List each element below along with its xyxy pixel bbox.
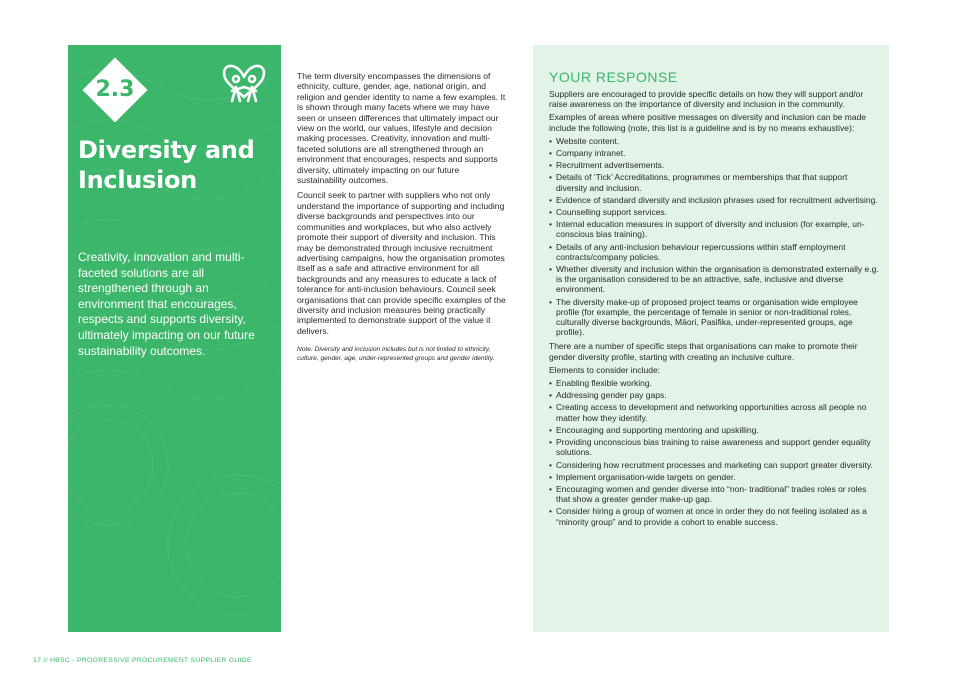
steps-intro: There are a number of specific steps that organisations can make to promote their gender diversity profile, starting with creating an inclusive culture. [549, 341, 858, 362]
document-title: HBSC - PROGRESSIVE PROCUREMENT SUPPLIER GUIDE [49, 657, 252, 664]
response-intro: Suppliers are encouraged to provide specific details on how they will support and/or raise awareness on the importance of diversity and inclusion in the community. [549, 89, 864, 110]
body-column [281, 45, 533, 632]
list-item: • Website content. [549, 136, 879, 146]
section-title-line-1: Diversity and [78, 136, 255, 164]
footer-separator: // [43, 657, 48, 664]
list-item: • Implement organisation-wide targets on gender. [549, 472, 879, 482]
elements-label: Elements to consider include: [549, 364, 661, 375]
list-item: • Considering how recruitment processes and marketing can support greater diversity. [549, 460, 879, 470]
list-item: • Consider hiring a group of women at once in order they do not feeling isolated as a “minority group” and to provide a cohort to enable success. [549, 506, 879, 526]
list-item: • Enabling flexible working. [549, 378, 879, 388]
list-item: • Encouraging women and gender diverse into “non- traditional” trades roles or roles that show a greater gender make-up gap. [549, 484, 879, 504]
list-item: • Recruitment advertisements. [549, 160, 879, 170]
list-item: • Creating access to development and networking opportunities across all people no matter how they identify. [549, 402, 879, 422]
response-panel [533, 45, 889, 632]
list-item: • Details of ‘Tick’ Accreditations, programmes or memberships that that support diversity and inclusion. [549, 172, 879, 192]
body-paragraph-1: The term diversity encompasses the dimensions of ethnicity, culture, gender, age, national origin, and religion and gender identity to name a few examples. It is shown through many facets where we may have seen or unseen differences that ultimately impact our view on the world, our values, lifestyle and decision making processes. Creativity, innovation and multi-faceted solutions are all strengthened through an environment that encourages, respects and supports diversity, ultimately impacting on our future sustainability outcomes. [297, 71, 506, 186]
list-item: • Providing unconscious bias training to raise awareness and support gender equality solutions. [549, 437, 879, 457]
list-item: • Whether diversity and inclusion within the organisation is demonstrated externally e.g. is the organisation considered to be an attractive, safe, inclusive and diverse environment. [549, 264, 879, 295]
list-item: • Internal education measures in support of diversity and inclusion (for example, un-conscious bias training). [549, 219, 879, 239]
elements-list [549, 378, 879, 527]
section-number: 2.3 [95, 77, 135, 102]
list-item: • Addressing gender pay gaps. [549, 390, 879, 400]
section-title-line-2: Inclusion [78, 166, 197, 194]
list-item: • Encouraging and supporting mentoring and upskilling. [549, 425, 879, 435]
page-number: 17 [33, 657, 42, 664]
response-heading: YOUR RESPONSE [549, 69, 678, 85]
body-paragraph-2: Council seek to partner with suppliers who not only understand the importance of supporting and including diverse backgrounds and perspectives into our communities and workplaces, but who also actively promote their support of diversity and inclusion. This may be demonstrated through inclusive recruitment advertising campaigns, how the organisation promotes itself as a safe and attractive environment for all backgrounds and any measures to educate a lack of tolerance for anti-inclusion behaviours. Council seek organisations that can provide specific examples of the diversity and inclusion measures being practically implemented to demonstrate support of the value it delivers. [297, 190, 506, 336]
examples-intro: Examples of areas where positive messages on diversity and inclusion can be made include the following (note, this list is a guideline and is by no means exhaustive): [549, 112, 867, 133]
section-intro: Creativity, innovation and multi-faceted solutions are all strengthened through an environment that encourages, respects and supports diversity, ultimately impacting on our future sustainability outcomes. [78, 250, 255, 358]
list-item: • Evidence of standard diversity and inclusion phrases used for recruitment advertising. [549, 195, 879, 205]
section-sidebar [68, 45, 281, 632]
section-title [78, 135, 278, 195]
page-footer [33, 657, 252, 664]
people-heart-icon [220, 57, 268, 109]
body-note: Note: Diversity and inclusion includes but is not limited to ethnicity, culture, gender, age, under-represented groups and gender identity. [297, 346, 495, 362]
examples-list [549, 136, 879, 338]
list-item: • Company intranet. [549, 148, 879, 158]
section-number-badge [82, 57, 148, 123]
list-item: • The diversity make-up of proposed project teams or organisation wide employee profile (for example, the percentage of female in senior or non-traditional roles, culturally diverse backgrounds, Māori, Pasifika, under-represented groups, age profile). [549, 297, 879, 338]
list-item: • Details of any anti-inclusion behaviour repercussions within staff employment contracts/company policies. [549, 242, 879, 262]
list-item: • Counselling support services. [549, 207, 879, 217]
